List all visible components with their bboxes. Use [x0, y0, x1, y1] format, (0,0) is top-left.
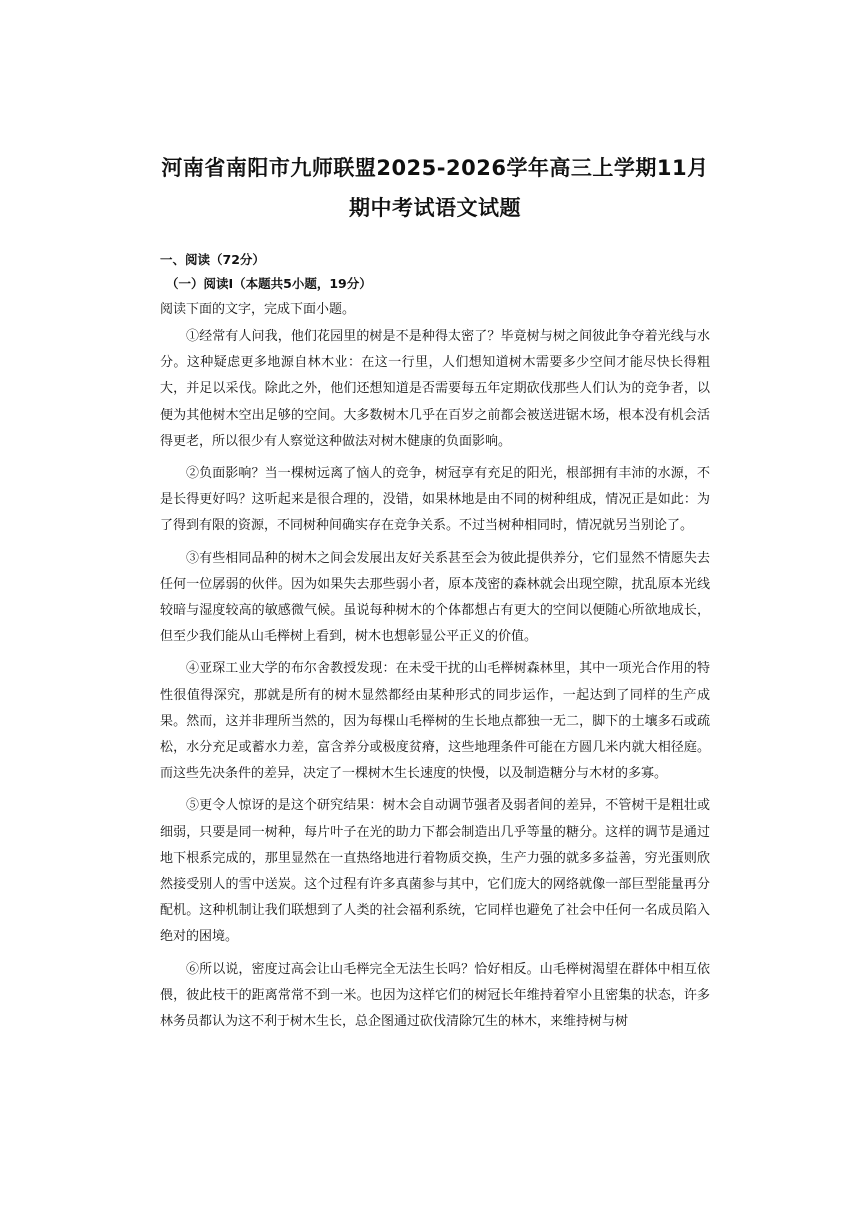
paragraph-2: ②负面影响？当一棵树远离了恼人的竞争，树冠享有充足的阳光，根部拥有丰沛的水源，不是长得更好吗？这听起来是很合理的，没错，如果林地是由不同的树种组成，情况正是如此：为了得到有限的资源，不同树种间确实存在竞争关系。不过当树种相同时，情况就另当别论了。 [160, 466, 710, 534]
title-line-2: 期中考试语文试题 [349, 196, 521, 220]
title-line-1: 河南省南阳市九师联盟2025-2026学年高三上学期11月 [161, 156, 709, 180]
paragraph-3: ③有些相同品种的树木之间会发展出友好关系甚至会为彼此提供养分，它们显然不情愿失去任何一位孱弱的伙伴。因为如果失去那些弱小者，原本茂密的森林就会出现空隙，扰乱原本光线较暗与湿度较高的敏感微气候。虽说每种树木的个体都想占有更大的空间以便随心所欲地成长，但至少我们能从山毛榉树上看到，树木也想彰显公平正义的价值。 [160, 550, 710, 645]
paragraph-6: ⑥所以说，密度过高会让山毛榉完全无法生长吗？恰好相反。山毛榉树渴望在群体中相互依偎，彼此枝干的距离常常不到一米。也因为这样它们的树冠长年维持着窄小且密集的状态，许多林务员都认为这不利于树木生长，总企图通过砍伐清除冗生的林木，来维持树与树 [160, 961, 710, 1030]
section-heading: 一、阅读（72分） [160, 252, 265, 267]
reading-instruction: 阅读下面的文字，完成下面小题。 [160, 302, 356, 317]
reading-sub-heading: （一）阅读I（本题共5小题，19分） [166, 276, 372, 291]
paragraph-1: ①经常有人问我，他们花园里的树是不是种得太密了？毕竟树与树之间彼此争夺着光线与水分。这种疑虑更多地源自林木业：在这一行里，人们想知道树木需要多少空间才能尽快长得粗大，并足以采伐。除此之外，他们还想知道是否需要每五年定期砍伐那些人们认为的竞争者，以便为其他树木空出足够的空间。大多数树木几乎在百岁之前都会被送进锯木场，根本没有机会活得更老，所以很少有人察觉这种做法对树木健康的负面影响。 [160, 329, 710, 449]
paragraph-4: ④亚琛工业大学的布尔舍教授发现：在未受干扰的山毛榉树森林里，其中一项光合作用的特性很值得深究，那就是所有的树木显然都经由某种形式的同步运作，一起达到了同样的生产成果。然而，这并非理所当然的，因为每棵山毛榉树的生长地点都独一无二，脚下的土壤多石或疏松，水分充足或蓄水力差，富含养分或极度贫瘠，这些地理条件可能在方圆几米内就大相径庭。而这些先决条件的差异，决定了一棵树木生长速度的快慢，以及制造糖分与木材的多寡。 [160, 661, 710, 782]
exam-page [160, 148, 710, 1041]
exam-title [160, 148, 710, 228]
paragraph-5: ⑤更令人惊讶的是这个研究结果：树木会自动调节强者及弱者间的差异，不管树干是粗壮或细弱，只要是同一树种，每片叶子在光的助力下都会制造出几乎等量的糖分。这样的调节是通过地下根系完成的，那里显然在一直热络地进行着物质交换，生产力强的就多多益善，穷光蛋则欣然接受别人的雪中送炭。这个过程有许多真菌参与其中，它们庞大的网络就像一部巨型能量再分配机。这种机制让我们联想到了人类的社会福利系统，它同样也避免了社会中任何一名成员陷入绝对的困境。 [160, 798, 710, 945]
